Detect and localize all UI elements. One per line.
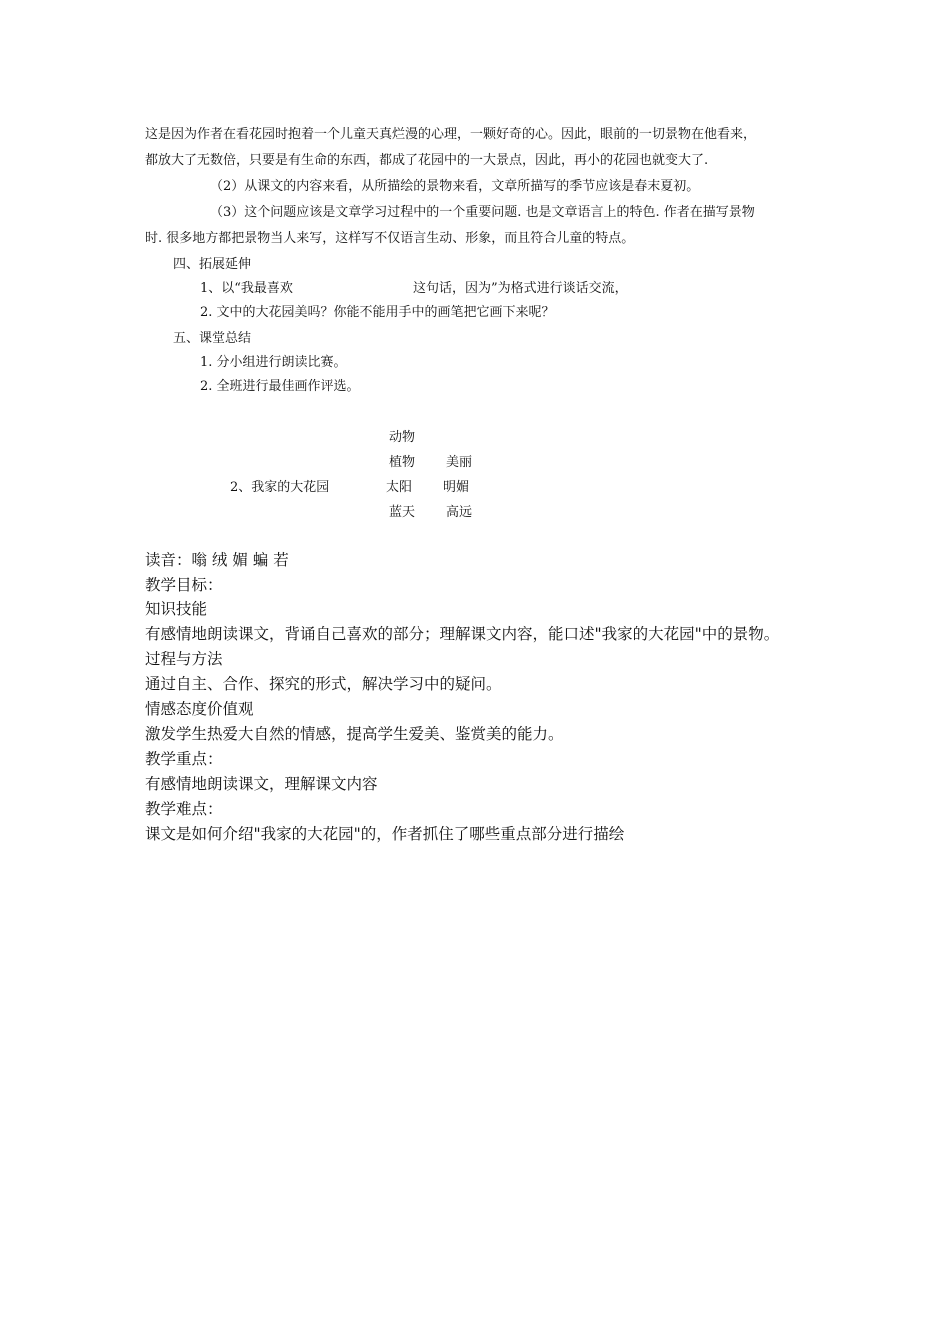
board-title: 2、我家的大花园 (230, 480, 330, 495)
section-heading-extension: 四、拓展延伸 (173, 257, 252, 272)
goals-heading: 教学目标： (145, 576, 223, 594)
board-word: 美丽 (446, 455, 473, 470)
process-heading: 过程与方法 (145, 650, 223, 668)
section-heading-summary: 五、课堂总结 (173, 331, 252, 346)
difficulty-heading: 教学难点： (145, 800, 223, 818)
difficulty-text: 课文是如何介绍"我家的大花园"的，作者抓住了哪些重点部分进行描绘 (145, 825, 625, 843)
list-item-continuation: 这句话，因为”为格式进行谈话交流， (413, 281, 628, 296)
paragraph-line: 都放大了无数倍，只要是有生命的东西，都成了花园中的一大景点，因此，再小的花园也就变大了. (145, 153, 709, 168)
pronunciation-line: 读音：嗡 绒 媚 蝙 若 (145, 551, 289, 569)
focus-heading: 教学重点： (145, 750, 223, 768)
board-word: 明媚 (443, 480, 470, 495)
paragraph-line: 这是因为作者在看花园时抱着一个儿童天真烂漫的心理，一颗好奇的心。因此，眼前的一切景物在他看来， (145, 127, 757, 142)
board-word: 高远 (446, 505, 473, 520)
paragraph-line: 时. 很多地方都把景物当人来写，这样写不仅语言生动、形象，而且符合儿童的特点。 (145, 231, 635, 246)
list-item: 2. 全班进行最佳画作评选。 (200, 379, 360, 394)
focus-text: 有感情地朗读课文，理解课文内容 (145, 775, 378, 793)
answer-item-3: （3）这个问题应该是文章学习过程中的一个重要问题. 也是文章语言上的特色. 作者在描写景物 (210, 205, 755, 220)
answer-item-2: （2）从课文的内容来看，从所描绘的景物来看，文章所描写的季节应该是春末夏初。 (210, 179, 700, 194)
board-word: 植物 (389, 455, 416, 470)
emotion-text: 激发学生热爱大自然的情感，提高学生爱美、鉴赏美的能力。 (145, 725, 564, 743)
knowledge-text: 有感情地朗读课文，背诵自己喜欢的部分；理解课文内容，能口述"我家的大花园"中的景物。 (145, 625, 780, 643)
board-word: 太阳 (386, 480, 413, 495)
list-item: 1、以“我最喜欢 (200, 281, 293, 296)
knowledge-heading: 知识技能 (145, 600, 208, 618)
emotion-heading: 情感态度价值观 (145, 700, 254, 718)
list-item: 2. 文中的大花园美吗？你能不能用手中的画笔把它画下来呢？ (200, 305, 555, 320)
board-word: 动物 (389, 430, 416, 445)
process-text: 通过自主、合作、探究的形式，解决学习中的疑问。 (145, 675, 502, 693)
board-word: 蓝天 (389, 505, 416, 520)
list-item: 1. 分小组进行朗读比赛。 (200, 355, 347, 370)
